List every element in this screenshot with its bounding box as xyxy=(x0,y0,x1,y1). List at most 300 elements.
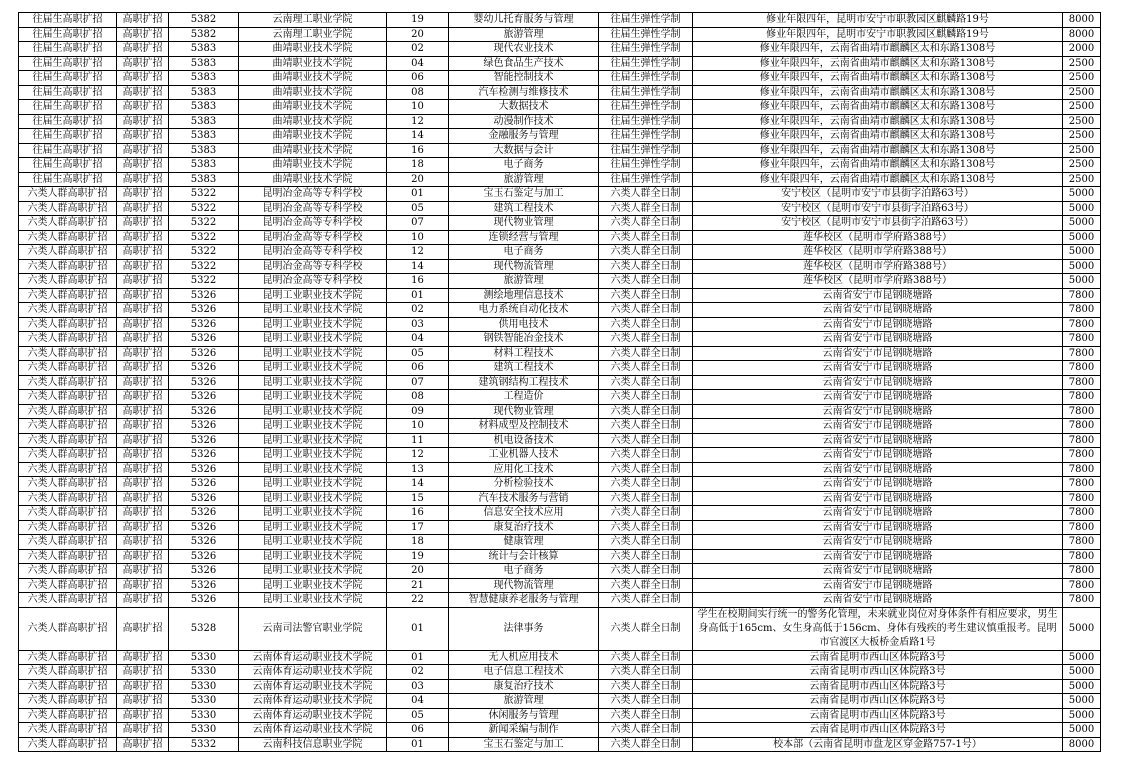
cell-major-name: 现代农业技术 xyxy=(449,42,599,57)
cell-study-mode: 六类人群全日制 xyxy=(599,419,693,434)
cell-address-note: 云南省安宁市昆钢晓塘路 xyxy=(693,332,1063,347)
cell-major-code: 04 xyxy=(387,56,449,71)
cell-study-mode: 六类人群全日制 xyxy=(599,288,693,303)
table-row xyxy=(19,679,1101,694)
cell-category: 往届生高职扩招 xyxy=(19,13,117,28)
cell-tuition: 7800 xyxy=(1063,578,1101,593)
cell-category: 往届生高职扩招 xyxy=(19,100,117,115)
cell-major-code: 13 xyxy=(387,462,449,477)
cell-tuition: 7800 xyxy=(1063,506,1101,521)
cell-category: 往届生高职扩招 xyxy=(19,56,117,71)
cell-major-code: 16 xyxy=(387,506,449,521)
cell-major-code: 20 xyxy=(387,27,449,42)
cell-address-note: 云南省安宁市昆钢晓塘路 xyxy=(693,375,1063,390)
cell-tuition: 7800 xyxy=(1063,477,1101,492)
cell-type: 高职扩招 xyxy=(117,216,169,231)
cell-major-code: 02 xyxy=(387,665,449,680)
cell-major-name: 旅游管理 xyxy=(449,27,599,42)
cell-major-name: 智慧健康养老服务与管理 xyxy=(449,593,599,608)
cell-address-note: 安宁校区（昆明市安宁市县街字泊路63号） xyxy=(693,201,1063,216)
cell-major-name: 电子商务 xyxy=(449,158,599,173)
cell-major-name: 康复治疗技术 xyxy=(449,520,599,535)
cell-address-note: 云南省昆明市西山区体院路3号 xyxy=(693,694,1063,709)
cell-major-name: 电子商务 xyxy=(449,564,599,579)
cell-category: 六类人群高职扩招 xyxy=(19,317,117,332)
cell-tuition: 5000 xyxy=(1063,245,1101,260)
cell-school-code: 5326 xyxy=(169,332,239,347)
cell-major-name: 应用化工技术 xyxy=(449,462,599,477)
cell-tuition: 5000 xyxy=(1063,679,1101,694)
table-row xyxy=(19,491,1101,506)
cell-type: 高职扩招 xyxy=(117,404,169,419)
cell-tuition: 7800 xyxy=(1063,288,1101,303)
cell-major-code: 02 xyxy=(387,42,449,57)
cell-type: 高职扩招 xyxy=(117,245,169,260)
cell-major-name: 旅游管理 xyxy=(449,274,599,289)
cell-school-name: 昆明工业职业技术学院 xyxy=(239,564,387,579)
cell-study-mode: 六类人群全日制 xyxy=(599,317,693,332)
cell-major-name: 康复治疗技术 xyxy=(449,679,599,694)
cell-study-mode: 六类人群全日制 xyxy=(599,520,693,535)
cell-major-code: 05 xyxy=(387,708,449,723)
cell-school-code: 5332 xyxy=(169,737,239,752)
cell-study-mode: 六类人群全日制 xyxy=(599,578,693,593)
cell-school-name: 昆明工业职业技术学院 xyxy=(239,303,387,318)
cell-study-mode: 六类人群全日制 xyxy=(599,245,693,260)
cell-major-name: 金融服务与管理 xyxy=(449,129,599,144)
cell-study-mode: 往届生弹性学制 xyxy=(599,42,693,57)
cell-school-code: 5330 xyxy=(169,723,239,738)
cell-study-mode: 六类人群全日制 xyxy=(599,737,693,752)
cell-category: 六类人群高职扩招 xyxy=(19,578,117,593)
cell-tuition: 5000 xyxy=(1063,665,1101,680)
cell-type: 高职扩招 xyxy=(117,593,169,608)
cell-tuition: 8000 xyxy=(1063,13,1101,28)
cell-type: 高职扩招 xyxy=(117,27,169,42)
cell-study-mode: 六类人群全日制 xyxy=(599,230,693,245)
cell-tuition: 2500 xyxy=(1063,114,1101,129)
table-row xyxy=(19,201,1101,216)
cell-category: 六类人群高职扩招 xyxy=(19,404,117,419)
cell-type: 高职扩招 xyxy=(117,564,169,579)
cell-major-code: 05 xyxy=(387,201,449,216)
cell-major-code: 04 xyxy=(387,332,449,347)
cell-type: 高职扩招 xyxy=(117,288,169,303)
cell-type: 高职扩招 xyxy=(117,506,169,521)
cell-major-name: 现代物业管理 xyxy=(449,216,599,231)
cell-school-name: 云南体育运动职业技术学院 xyxy=(239,650,387,665)
cell-major-name: 无人机应用技术 xyxy=(449,650,599,665)
table-row xyxy=(19,506,1101,521)
cell-study-mode: 六类人群全日制 xyxy=(599,187,693,202)
cell-study-mode: 六类人群全日制 xyxy=(599,723,693,738)
table-row xyxy=(19,100,1101,115)
cell-tuition: 7800 xyxy=(1063,564,1101,579)
cell-study-mode: 六类人群全日制 xyxy=(599,708,693,723)
cell-study-mode: 六类人群全日制 xyxy=(599,303,693,318)
cell-major-name: 钢铁智能冶金技术 xyxy=(449,332,599,347)
cell-address-note: 云南省安宁市昆钢晓塘路 xyxy=(693,593,1063,608)
cell-school-name: 昆明工业职业技术学院 xyxy=(239,404,387,419)
cell-category: 六类人群高职扩招 xyxy=(19,708,117,723)
cell-type: 高职扩招 xyxy=(117,317,169,332)
cell-address-note: 云南省安宁市昆钢晓塘路 xyxy=(693,361,1063,376)
cell-type: 高职扩招 xyxy=(117,419,169,434)
table-body xyxy=(19,13,1101,752)
cell-type: 高职扩招 xyxy=(117,85,169,100)
table-row xyxy=(19,607,1101,650)
cell-tuition: 2500 xyxy=(1063,100,1101,115)
cell-school-code: 5326 xyxy=(169,535,239,550)
table-row xyxy=(19,650,1101,665)
cell-tuition: 7800 xyxy=(1063,448,1101,463)
cell-tuition: 2500 xyxy=(1063,172,1101,187)
cell-tuition: 2500 xyxy=(1063,143,1101,158)
cell-address-note: 云南省安宁市昆钢晓塘路 xyxy=(693,346,1063,361)
cell-category: 六类人群高职扩招 xyxy=(19,477,117,492)
cell-type: 高职扩招 xyxy=(117,737,169,752)
cell-major-name: 绿色食品生产技术 xyxy=(449,56,599,71)
cell-school-name: 曲靖职业技术学院 xyxy=(239,85,387,100)
cell-school-code: 5326 xyxy=(169,390,239,405)
cell-school-name: 昆明冶金高等专科学校 xyxy=(239,245,387,260)
cell-type: 高职扩招 xyxy=(117,723,169,738)
cell-type: 高职扩招 xyxy=(117,578,169,593)
cell-major-name: 电子商务 xyxy=(449,245,599,260)
cell-major-name: 健康管理 xyxy=(449,535,599,550)
cell-type: 高职扩招 xyxy=(117,361,169,376)
cell-type: 高职扩招 xyxy=(117,143,169,158)
cell-school-name: 曲靖职业技术学院 xyxy=(239,129,387,144)
cell-school-name: 曲靖职业技术学院 xyxy=(239,114,387,129)
cell-type: 高职扩招 xyxy=(117,158,169,173)
cell-school-name: 云南体育运动职业技术学院 xyxy=(239,694,387,709)
cell-school-code: 5326 xyxy=(169,462,239,477)
cell-major-code: 18 xyxy=(387,158,449,173)
cell-study-mode: 六类人群全日制 xyxy=(599,607,693,650)
cell-study-mode: 往届生弹性学制 xyxy=(599,71,693,86)
cell-category: 往届生高职扩招 xyxy=(19,85,117,100)
cell-tuition: 7800 xyxy=(1063,549,1101,564)
table-row xyxy=(19,216,1101,231)
cell-tuition: 7800 xyxy=(1063,303,1101,318)
cell-school-code: 5382 xyxy=(169,27,239,42)
cell-type: 高职扩招 xyxy=(117,375,169,390)
cell-school-code: 5383 xyxy=(169,114,239,129)
cell-address-note: 莲华校区（昆明市学府路388号） xyxy=(693,230,1063,245)
cell-major-code: 17 xyxy=(387,520,449,535)
cell-address-note: 云南省安宁市昆钢晓塘路 xyxy=(693,520,1063,535)
cell-address-note: 云南省安宁市昆钢晓塘路 xyxy=(693,317,1063,332)
table-row xyxy=(19,317,1101,332)
cell-school-code: 5383 xyxy=(169,172,239,187)
cell-school-code: 5322 xyxy=(169,274,239,289)
cell-major-code: 10 xyxy=(387,230,449,245)
cell-major-name: 连锁经营与管理 xyxy=(449,230,599,245)
table-row xyxy=(19,230,1101,245)
cell-school-name: 昆明冶金高等专科学校 xyxy=(239,216,387,231)
cell-study-mode: 六类人群全日制 xyxy=(599,259,693,274)
cell-tuition: 5000 xyxy=(1063,650,1101,665)
cell-major-code: 11 xyxy=(387,433,449,448)
cell-category: 六类人群高职扩招 xyxy=(19,665,117,680)
cell-study-mode: 六类人群全日制 xyxy=(599,665,693,680)
cell-category: 往届生高职扩招 xyxy=(19,71,117,86)
cell-school-name: 云南体育运动职业技术学院 xyxy=(239,723,387,738)
cell-address-note: 云南省安宁市昆钢晓塘路 xyxy=(693,578,1063,593)
cell-school-code: 5322 xyxy=(169,230,239,245)
cell-address-note: 修业年限四年，云南省曲靖市麒麟区太和东路1308号 xyxy=(693,158,1063,173)
cell-category: 往届生高职扩招 xyxy=(19,114,117,129)
cell-school-name: 昆明冶金高等专科学校 xyxy=(239,274,387,289)
cell-school-code: 5326 xyxy=(169,477,239,492)
cell-school-name: 云南体育运动职业技术学院 xyxy=(239,665,387,680)
table-row xyxy=(19,694,1101,709)
cell-major-code: 01 xyxy=(387,607,449,650)
cell-study-mode: 往届生弹性学制 xyxy=(599,100,693,115)
cell-school-code: 5383 xyxy=(169,129,239,144)
cell-major-name: 建筑钢结构工程技术 xyxy=(449,375,599,390)
cell-study-mode: 六类人群全日制 xyxy=(599,390,693,405)
cell-school-code: 5326 xyxy=(169,375,239,390)
cell-tuition: 7800 xyxy=(1063,520,1101,535)
cell-school-code: 5326 xyxy=(169,303,239,318)
cell-school-code: 5382 xyxy=(169,13,239,28)
cell-address-note: 云南省安宁市昆钢晓塘路 xyxy=(693,419,1063,434)
cell-school-code: 5328 xyxy=(169,607,239,650)
cell-major-code: 07 xyxy=(387,375,449,390)
cell-school-code: 5330 xyxy=(169,650,239,665)
cell-type: 高职扩招 xyxy=(117,650,169,665)
cell-type: 高职扩招 xyxy=(117,332,169,347)
cell-school-name: 昆明工业职业技术学院 xyxy=(239,433,387,448)
cell-major-name: 新闻采编与制作 xyxy=(449,723,599,738)
cell-tuition: 7800 xyxy=(1063,346,1101,361)
cell-address-note: 云南省昆明市西山区体院路3号 xyxy=(693,665,1063,680)
cell-address-note: 安宁校区（昆明市安宁市县街字泊路63号） xyxy=(693,216,1063,231)
cell-category: 六类人群高职扩招 xyxy=(19,390,117,405)
table-row xyxy=(19,85,1101,100)
cell-category: 六类人群高职扩招 xyxy=(19,332,117,347)
cell-school-code: 5322 xyxy=(169,201,239,216)
cell-category: 六类人群高职扩招 xyxy=(19,259,117,274)
cell-address-note: 修业年限四年，云南省曲靖市麒麟区太和东路1308号 xyxy=(693,114,1063,129)
cell-tuition: 5000 xyxy=(1063,216,1101,231)
cell-tuition: 7800 xyxy=(1063,535,1101,550)
cell-study-mode: 往届生弹性学制 xyxy=(599,85,693,100)
cell-study-mode: 六类人群全日制 xyxy=(599,694,693,709)
cell-tuition: 2500 xyxy=(1063,85,1101,100)
cell-school-code: 5383 xyxy=(169,85,239,100)
cell-tuition: 7800 xyxy=(1063,332,1101,347)
cell-major-code: 21 xyxy=(387,578,449,593)
cell-tuition: 5000 xyxy=(1063,723,1101,738)
cell-address-note: 云南省安宁市昆钢晓塘路 xyxy=(693,477,1063,492)
cell-school-name: 昆明工业职业技术学院 xyxy=(239,375,387,390)
table-row xyxy=(19,390,1101,405)
cell-major-name: 法律事务 xyxy=(449,607,599,650)
cell-major-code: 03 xyxy=(387,679,449,694)
cell-address-note: 云南省昆明市西山区体院路3号 xyxy=(693,723,1063,738)
cell-tuition: 7800 xyxy=(1063,390,1101,405)
cell-major-name: 信息安全技术应用 xyxy=(449,506,599,521)
cell-category: 六类人群高职扩招 xyxy=(19,303,117,318)
cell-major-code: 12 xyxy=(387,448,449,463)
table-row xyxy=(19,332,1101,347)
table-row xyxy=(19,245,1101,260)
cell-school-code: 5326 xyxy=(169,578,239,593)
table-row xyxy=(19,56,1101,71)
cell-major-name: 婴幼儿托育服务与管理 xyxy=(449,13,599,28)
cell-major-code: 10 xyxy=(387,100,449,115)
cell-address-note: 学生在校期间实行统一的警务化管理，未来就业岗位对身体条件有相应要求，男生身高低于165cm、女生身高低于156cm、身体有残疾的考生建议慎重报考。昆明市官渡区大板桥金盾路1号 xyxy=(693,607,1063,650)
cell-major-code: 10 xyxy=(387,419,449,434)
cell-tuition: 8000 xyxy=(1063,737,1101,752)
cell-tuition: 8000 xyxy=(1063,27,1101,42)
cell-school-code: 5326 xyxy=(169,433,239,448)
cell-tuition: 5000 xyxy=(1063,230,1101,245)
cell-address-note: 云南省安宁市昆钢晓塘路 xyxy=(693,390,1063,405)
cell-school-name: 昆明工业职业技术学院 xyxy=(239,593,387,608)
cell-category: 六类人群高职扩招 xyxy=(19,346,117,361)
cell-tuition: 7800 xyxy=(1063,404,1101,419)
cell-type: 高职扩招 xyxy=(117,346,169,361)
cell-major-name: 电力系统自动化技术 xyxy=(449,303,599,318)
cell-school-code: 5383 xyxy=(169,56,239,71)
cell-study-mode: 六类人群全日制 xyxy=(599,375,693,390)
cell-category: 六类人群高职扩招 xyxy=(19,274,117,289)
cell-major-code: 04 xyxy=(387,694,449,709)
cell-school-code: 5326 xyxy=(169,520,239,535)
cell-type: 高职扩招 xyxy=(117,13,169,28)
cell-major-code: 08 xyxy=(387,85,449,100)
cell-major-code: 01 xyxy=(387,187,449,202)
cell-major-code: 08 xyxy=(387,390,449,405)
cell-type: 高职扩招 xyxy=(117,462,169,477)
cell-school-name: 昆明工业职业技术学院 xyxy=(239,506,387,521)
cell-study-mode: 六类人群全日制 xyxy=(599,361,693,376)
cell-study-mode: 六类人群全日制 xyxy=(599,549,693,564)
cell-school-name: 曲靖职业技术学院 xyxy=(239,42,387,57)
table-row xyxy=(19,114,1101,129)
cell-major-code: 09 xyxy=(387,404,449,419)
cell-school-code: 5383 xyxy=(169,100,239,115)
cell-category: 六类人群高职扩招 xyxy=(19,723,117,738)
cell-tuition: 2000 xyxy=(1063,42,1101,57)
cell-tuition: 7800 xyxy=(1063,419,1101,434)
cell-major-code: 20 xyxy=(387,564,449,579)
cell-study-mode: 往届生弹性学制 xyxy=(599,172,693,187)
cell-major-code: 15 xyxy=(387,491,449,506)
cell-type: 高职扩招 xyxy=(117,433,169,448)
table-row xyxy=(19,549,1101,564)
cell-school-code: 5383 xyxy=(169,143,239,158)
cell-school-name: 云南体育运动职业技术学院 xyxy=(239,679,387,694)
table-row xyxy=(19,520,1101,535)
cell-tuition: 2500 xyxy=(1063,158,1101,173)
cell-tuition: 5000 xyxy=(1063,274,1101,289)
cell-category: 六类人群高职扩招 xyxy=(19,419,117,434)
table-row xyxy=(19,13,1101,28)
table-row xyxy=(19,375,1101,390)
table-row xyxy=(19,723,1101,738)
cell-type: 高职扩招 xyxy=(117,56,169,71)
cell-school-code: 5326 xyxy=(169,593,239,608)
cell-study-mode: 六类人群全日制 xyxy=(599,404,693,419)
cell-type: 高职扩招 xyxy=(117,129,169,144)
table-row xyxy=(19,404,1101,419)
cell-major-name: 机电设备技术 xyxy=(449,433,599,448)
cell-tuition: 2500 xyxy=(1063,129,1101,144)
cell-major-name: 统计与会计核算 xyxy=(449,549,599,564)
table-row xyxy=(19,172,1101,187)
cell-school-name: 昆明工业职业技术学院 xyxy=(239,346,387,361)
cell-major-code: 19 xyxy=(387,13,449,28)
cell-type: 高职扩招 xyxy=(117,520,169,535)
cell-major-name: 工业机器人技术 xyxy=(449,448,599,463)
cell-study-mode: 往届生弹性学制 xyxy=(599,114,693,129)
cell-school-name: 昆明冶金高等专科学校 xyxy=(239,201,387,216)
cell-school-name: 昆明工业职业技术学院 xyxy=(239,448,387,463)
cell-school-name: 昆明工业职业技术学院 xyxy=(239,390,387,405)
cell-address-note: 云南省安宁市昆钢晓塘路 xyxy=(693,506,1063,521)
cell-major-name: 旅游管理 xyxy=(449,172,599,187)
cell-category: 六类人群高职扩招 xyxy=(19,549,117,564)
table-row xyxy=(19,708,1101,723)
table-row xyxy=(19,129,1101,144)
table-row xyxy=(19,564,1101,579)
cell-address-note: 校本部（云南省昆明市盘龙区穿金路757-1号） xyxy=(693,737,1063,752)
cell-school-name: 昆明工业职业技术学院 xyxy=(239,419,387,434)
table-row xyxy=(19,158,1101,173)
cell-school-name: 云南科技信息职业学院 xyxy=(239,737,387,752)
table-row xyxy=(19,288,1101,303)
cell-school-name: 昆明工业职业技术学院 xyxy=(239,332,387,347)
cell-category: 六类人群高职扩招 xyxy=(19,506,117,521)
enrollment-table xyxy=(18,12,1101,752)
cell-major-name: 现代物业管理 xyxy=(449,404,599,419)
cell-address-note: 云南省安宁市昆钢晓塘路 xyxy=(693,564,1063,579)
cell-major-name: 大数据技术 xyxy=(449,100,599,115)
cell-address-note: 莲华校区（昆明市学府路388号） xyxy=(693,245,1063,260)
cell-major-name: 测绘地理信息技术 xyxy=(449,288,599,303)
cell-school-name: 曲靖职业技术学院 xyxy=(239,143,387,158)
cell-school-name: 昆明工业职业技术学院 xyxy=(239,520,387,535)
cell-school-code: 5326 xyxy=(169,419,239,434)
cell-type: 高职扩招 xyxy=(117,71,169,86)
cell-address-note: 安宁校区（昆明市安宁市县街字泊路63号） xyxy=(693,187,1063,202)
cell-school-code: 5326 xyxy=(169,361,239,376)
cell-address-note: 修业年限四年，云南省曲靖市麒麟区太和东路1308号 xyxy=(693,100,1063,115)
cell-category: 六类人群高职扩招 xyxy=(19,245,117,260)
cell-major-code: 14 xyxy=(387,129,449,144)
cell-major-name: 动漫制作技术 xyxy=(449,114,599,129)
cell-major-name: 智能控制技术 xyxy=(449,71,599,86)
cell-major-code: 05 xyxy=(387,346,449,361)
cell-school-name: 昆明工业职业技术学院 xyxy=(239,535,387,550)
table-row xyxy=(19,27,1101,42)
cell-school-code: 5383 xyxy=(169,71,239,86)
table-row xyxy=(19,737,1101,752)
cell-address-note: 修业年限四年，云南省曲靖市麒麟区太和东路1308号 xyxy=(693,143,1063,158)
cell-school-name: 曲靖职业技术学院 xyxy=(239,158,387,173)
cell-major-code: 01 xyxy=(387,288,449,303)
cell-address-note: 修业年限四年，云南省曲靖市麒麟区太和东路1308号 xyxy=(693,56,1063,71)
cell-type: 高职扩招 xyxy=(117,274,169,289)
cell-address-note: 修业年限四年，昆明市安宁市职教园区麒麟路19号 xyxy=(693,27,1063,42)
cell-address-note: 修业年限四年，云南省曲靖市麒麟区太和东路1308号 xyxy=(693,71,1063,86)
cell-school-code: 5383 xyxy=(169,158,239,173)
